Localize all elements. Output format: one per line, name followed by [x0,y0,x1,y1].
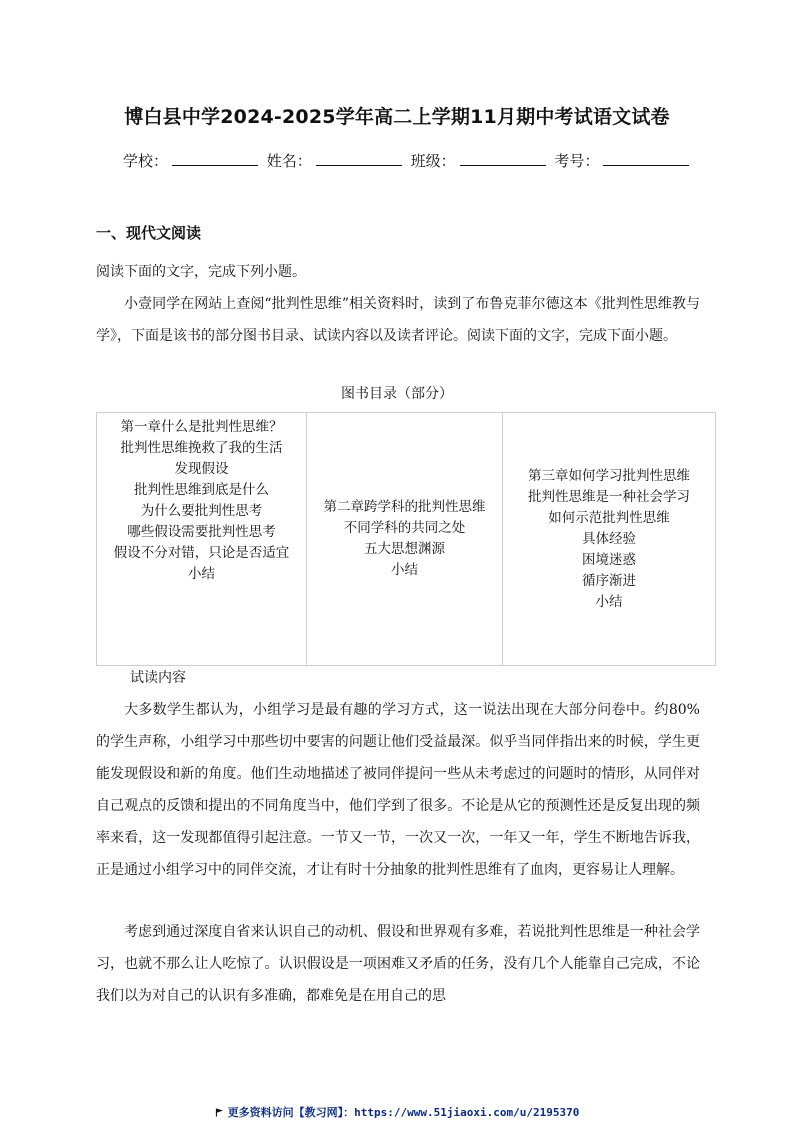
info-class: 班级： [411,150,546,171]
trial-heading: 试读内容 [130,670,186,686]
toc-chapter-1 [97,413,307,666]
toc-line: 批判性思维是一种社会学习 [528,488,690,505]
exam-number-blank [603,151,689,166]
toc-line: 困境迷惑 [582,551,636,568]
info-name: 姓名： [267,150,402,171]
flag-icon [215,1108,224,1117]
toc-line: 具体经验 [582,530,636,547]
info-exam-number: 考号： [554,150,689,171]
body-paragraph-2: 考虑到通过深度自省来认识自己的动机、假设和世界观有多难，若说批判性思维是一种社会学习，也就不那么让人吃惊了。认识假设是一项困难又矛盾的任务，没有几个人能靠自己完成，不论我们以为对自己的认识有多准确，都难免是在用自己的思 [96,924,700,1004]
toc-line: 小结 [391,562,418,578]
toc-line: 为什么要批判性思考 [140,503,263,519]
toc-line: 小结 [595,593,623,610]
footer-text: 更多资料访问【教习网】：https://www.51jiaoxi.com/u/2195370 [227,1106,580,1119]
toc-line: 循序渐进 [582,572,636,589]
toc-line: 小结 [188,566,215,582]
toc-line: 批判性思维到底是什么 [134,482,269,498]
toc-line: 批判性思维挽救了我的生活 [120,440,283,456]
toc-line: 如何示范批判性思维 [548,509,670,526]
toc-line: 第二章跨学科的批判性思维 [323,499,486,515]
school-blank [172,151,258,166]
exam-title: 博白县中学2024-2025学年高二上学期11月期中考试语文试卷 [124,106,670,128]
toc-line: 五大思想渊源 [364,541,445,557]
toc-table [96,412,716,666]
body-paragraph-1: 大多数学生都认为，小组学习是最有趣的学习方式，这一说法出现在大部分问卷中。约80%的学生声称，小组学习中那些切中要害的问题让他们受益最深。似乎当同伴指出来的时候，学生更能发现假设和新的角度。他们生动地描述了被同伴提问一些从未考虑过的问题时的情形，从同伴对自己观点的反馈和提出的不同角度当中，他们学到了很多。不论是从它的预测性还是反复出现的频率来看，这一发现都值得引起注意。一节又一节，一次又一次，一年又一年，学生不断地告诉我，正是通过小组学习中的同伴交流，才让有时十分抽象的批判性思维有了血肉，更容易让人理解。 [96,702,700,878]
toc-line: 哪些假设需要批判性思考 [127,524,276,540]
toc-line: 第一章什么是批判性思维？ [120,419,283,435]
name-blank [316,151,402,166]
toc-row [97,413,716,666]
toc-line: 假设不分对错，只论是否适宜 [113,545,290,561]
instruction-text: 阅读下面的文字，完成下列小题。 [96,264,306,280]
toc-line: 不同学科的共同之处 [343,520,466,536]
toc-line: 发现假设 [174,461,229,477]
toc-chapter-3 [503,413,716,666]
toc-line: 第三章如何学习批判性思维 [528,467,690,484]
class-blank [460,151,546,166]
intro-paragraph: 小壹同学在网站上查阅“批判性思维”相关资料时，读到了布鲁克菲尔德这本《批判性思维教与学》，下面是该书的部分图书目录、试读内容以及读者评论。阅读下面的文字，完成下面小题。 [96,296,700,344]
toc-caption: 图书目录（部分） [341,386,453,402]
toc-chapter-2 [307,413,503,666]
footer-link[interactable] [0,1104,794,1120]
section-heading: 一、现代文阅读 [96,224,202,242]
info-school: 学校： [123,150,258,171]
student-info-line [123,150,683,171]
